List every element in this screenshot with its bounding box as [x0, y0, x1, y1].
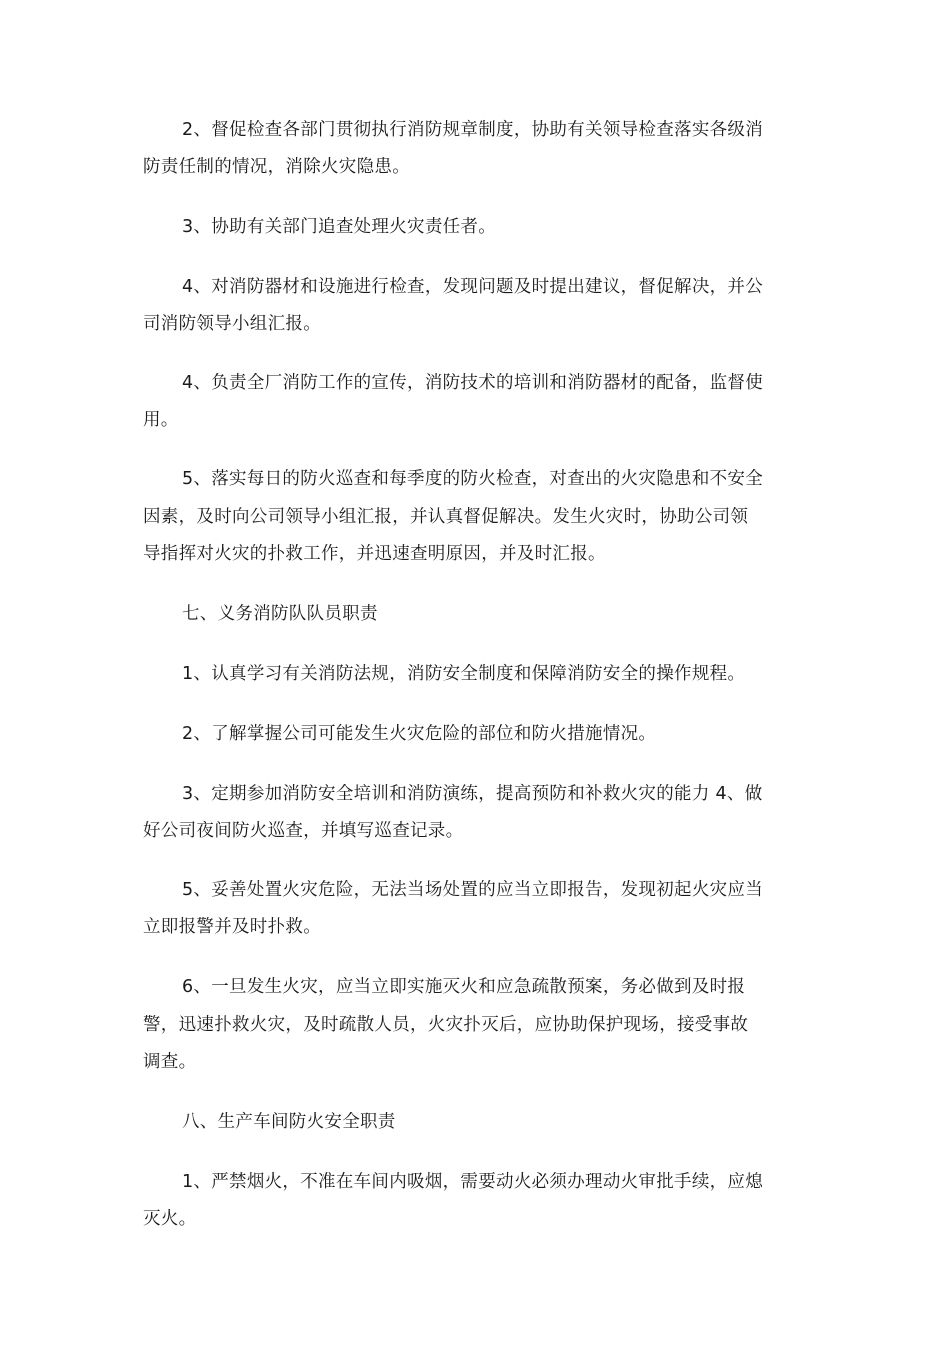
- text-line: 立即报警并及时扑救。: [143, 917, 321, 937]
- text-line: 4、负责全厂消防工作的宣传，消防技术的培训和消防器材的配备，监督使: [182, 373, 764, 393]
- text-line: 警，迅速扑救火灾，及时疏散人员，火灾扑灭后，应协助保护现场，接受事故: [143, 1015, 749, 1035]
- text-line: 灭火。: [143, 1209, 197, 1229]
- text-line: 用。: [143, 410, 179, 430]
- text-line: 6、一旦发生火灾，应当立即实施灭火和应急疏散预案，务必做到及时报: [182, 977, 746, 997]
- section-heading: 七、义务消防队队员职责: [182, 604, 378, 624]
- text-line: 2、督促检查各部门贯彻执行消防规章制度，协助有关领导检查落实各级消: [182, 120, 764, 140]
- section-heading: 八、生产车间防火安全职责: [182, 1112, 396, 1132]
- text-line: 2、了解掌握公司可能发生火灾危险的部位和防火措施情况。: [182, 724, 657, 744]
- text-line: 5、妥善处置火灾危险，无法当场处置的应当立即报告，发现初起火灾应当: [182, 880, 764, 900]
- text-line: 司消防领导小组汇报。: [143, 314, 321, 334]
- text-line: 好公司夜间防火巡查，并填写巡查记录。: [143, 821, 464, 841]
- text-line: 4、对消防器材和设施进行检查，发现问题及时提出建议，督促解决，并公: [182, 277, 764, 297]
- text-line: 1、认真学习有关消防法规，消防安全制度和保障消防安全的操作规程。: [182, 664, 746, 684]
- text-line: 3、定期参加消防安全培训和消防演练，提高预防和补救火灾的能力 4、做: [182, 784, 763, 804]
- text-line: 调查。: [143, 1052, 197, 1072]
- text-line: 因素，及时向公司领导小组汇报，并认真督促解决。发生火灾时，协助公司领: [143, 507, 749, 527]
- text-line: 防责任制的情况，消除火灾隐患。: [143, 157, 410, 177]
- text-line: 导指挥对火灾的扑救工作，并迅速查明原因，并及时汇报。: [143, 544, 606, 564]
- text-line: 3、协助有关部门追查处理火灾责任者。: [182, 217, 497, 237]
- text-line: 1、严禁烟火，不准在车间内吸烟，需要动火必须办理动火审批手续，应熄: [182, 1172, 764, 1192]
- text-line: 5、落实每日的防火巡查和每季度的防火检查，对查出的火灾隐患和不安全: [182, 469, 764, 489]
